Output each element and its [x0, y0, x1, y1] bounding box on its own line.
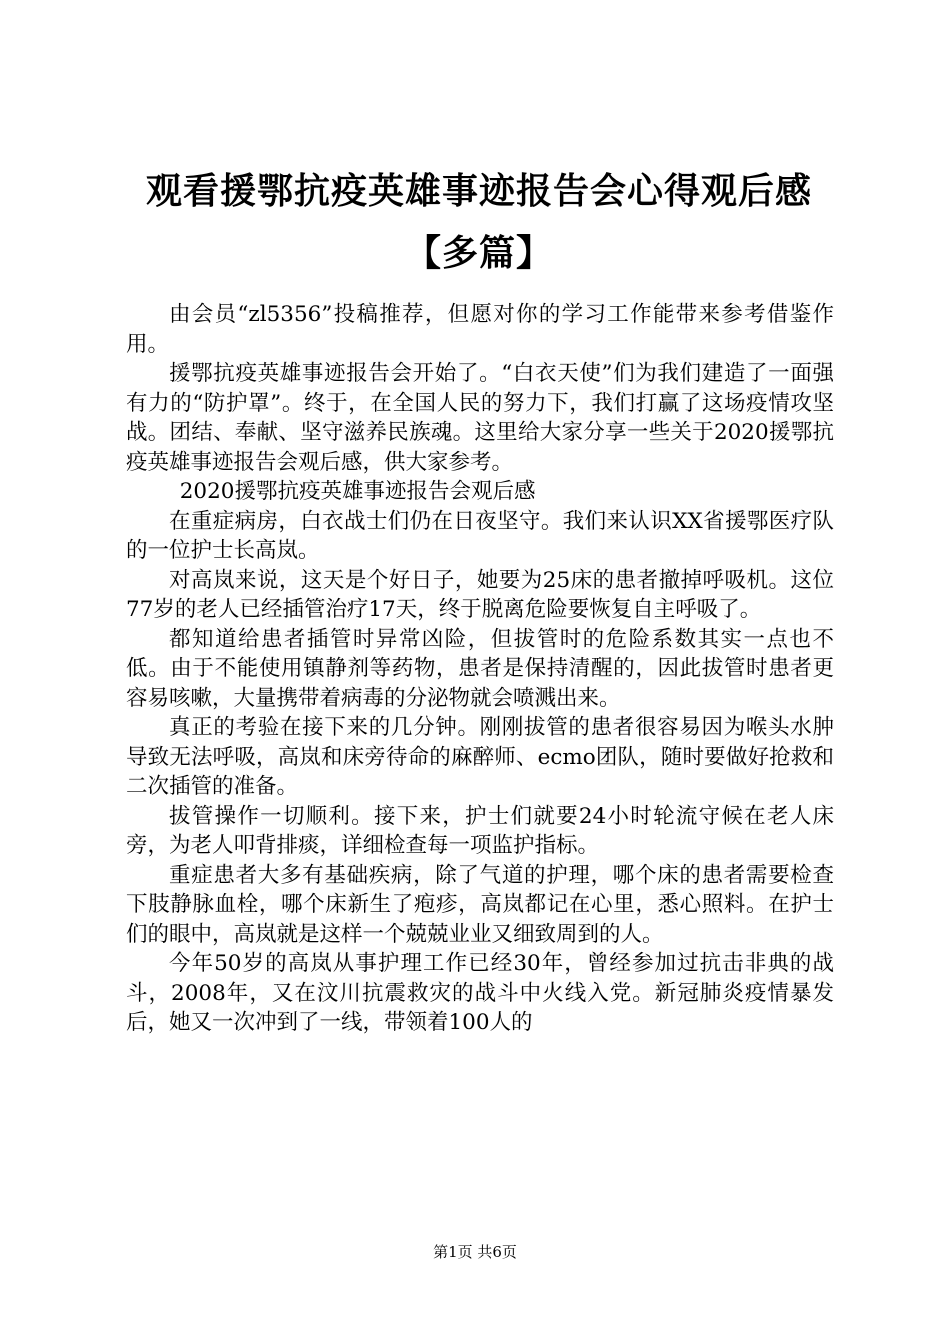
- document-body: [126, 300, 834, 1038]
- page-number-footer: 第1页 共6页: [433, 1243, 517, 1261]
- paragraph: 对高岚来说，这天是个好日子，她要为25床的患者撤掉呼吸机。这位77岁的老人已经插管治疗17天，终于脱离危险要恢复自主呼吸了。: [126, 567, 834, 622]
- paragraph: 今年50岁的高岚从事护理工作已经30年，曾经参加过抗击非典的战斗，2008年，又在汶川抗震救灾的战斗中火线入党。新冠肺炎疫情暴发后，她又一次冲到了一线，带领着100人的: [126, 951, 834, 1035]
- paragraph: 在重症病房，白衣战士们仍在日夜坚守。我们来认识XX省援鄂医疗队的一位护士长高岚。: [126, 508, 834, 563]
- paragraph: 重症患者大多有基础疾病，除了气道的护理，哪个床的患者需要检查下肢静脉血栓，哪个床新生了疱疹，高岚都记在心里，悉心照料。在护士们的眼中，高岚就是这样一个兢兢业业又细致周到的人。: [126, 862, 834, 947]
- paragraph-intro: 由会员“zl5356”投稿推荐，但愿对你的学习工作能带来参考借鉴作用。: [126, 302, 834, 357]
- document-title: 观看援鄂抗疫英雄事迹报告会心得观后感【多篇】: [145, 170, 812, 274]
- paragraph: 真正的考验在接下来的几分钟。刚刚拔管的患者很容易因为喉头水肿导致无法呼吸，高岚和床旁待命的麻醉师、ecmo团队，随时要做好抢救和二次插管的准备。: [126, 715, 834, 799]
- paragraph-preface: 援鄂抗疫英雄事迹报告会开始了。“白衣天使”们为我们建造了一面强有力的“防护罩”。终于，在全国人民的努力下，我们打赢了这场疫情攻坚战。团结、奉献、坚守滋养民族魂。这里给大家分享一些关于2020援鄂抗疫英雄事迹报告会观后感，供大家参考。: [126, 361, 834, 475]
- paragraph: 都知道给患者插管时异常凶险，但拔管时的危险系数其实一点也不低。由于不能使用镇静剂等药物，患者是保持清醒的，因此拔管时患者更容易咳嗽，大量携带着病毒的分泌物就会喷溅出来。: [126, 626, 834, 711]
- section-subtitle: 2020援鄂抗疫英雄事迹报告会观后感: [179, 479, 536, 504]
- paragraph: 拔管操作一切顺利。接下来，护士们就要24小时轮流守候在老人床旁，为老人叩背排痰，详细检查每一项监护指标。: [126, 803, 834, 858]
